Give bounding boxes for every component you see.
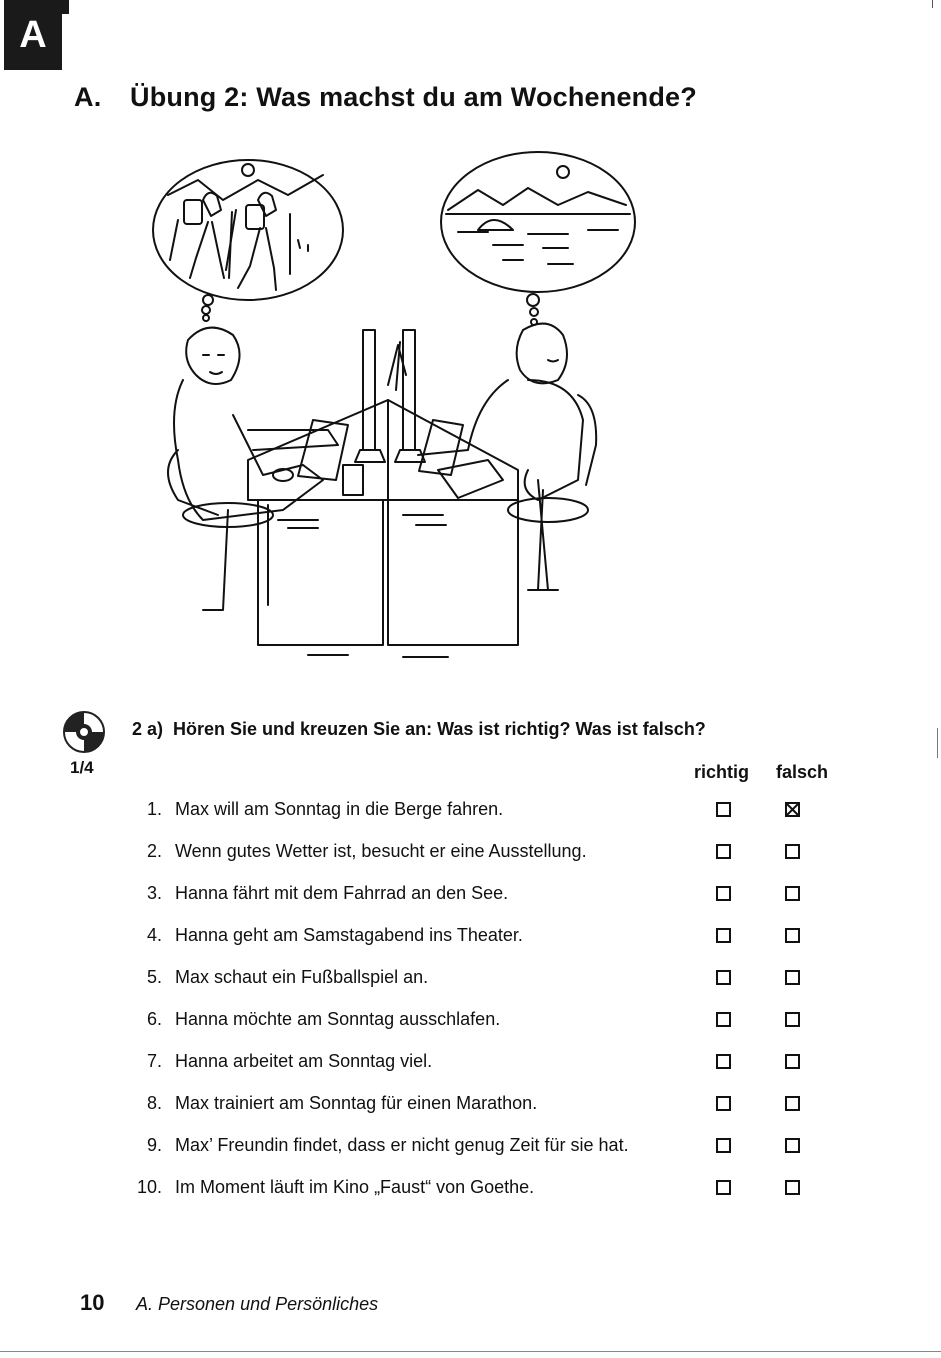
statement-row xyxy=(0,925,941,955)
column-header-falsch: falsch xyxy=(776,762,829,782)
checkbox-richtig[interactable] xyxy=(716,1012,731,1027)
exercise-section: A. xyxy=(74,82,102,112)
statement-number: 5. xyxy=(146,967,162,987)
checkbox-falsch[interactable] xyxy=(785,1012,800,1027)
checkbox-falsch[interactable] xyxy=(785,1138,800,1153)
chapter-tab: A xyxy=(4,0,62,70)
page-title xyxy=(74,82,697,113)
task-label: 2 a) xyxy=(132,719,164,739)
page-bottom-rule xyxy=(0,1351,941,1352)
checkbox-richtig[interactable] xyxy=(716,886,731,901)
desks xyxy=(248,400,518,657)
exercise-title: Übung 2: Was machst du am Wochenende? xyxy=(130,82,697,112)
woman-figure xyxy=(418,324,596,590)
edge-mark xyxy=(932,0,933,8)
statement-number: 4. xyxy=(146,925,162,945)
statement-text: Hanna möchte am Sonntag ausschlafen. xyxy=(175,1009,501,1029)
checkbox-richtig[interactable] xyxy=(716,1096,731,1111)
checkbox-richtig[interactable] xyxy=(716,1180,731,1195)
statement-row xyxy=(0,1177,941,1207)
statement-text: Max will am Sonntag in die Berge fahren. xyxy=(175,799,504,819)
illustration xyxy=(148,150,648,665)
task-instruction xyxy=(132,719,706,740)
statement-row xyxy=(0,841,941,871)
statement-row xyxy=(0,1135,941,1165)
statement-number: 3. xyxy=(146,883,162,903)
checkbox-falsch[interactable] xyxy=(785,844,800,859)
statement-text: Hanna fährt mit dem Fahrrad an den See. xyxy=(175,883,509,903)
statement-number: 9. xyxy=(146,1135,162,1155)
statement-text: Wenn gutes Wetter ist, besucht er eine Ausstellung. xyxy=(175,841,587,861)
audio-track-number: 1/4 xyxy=(70,758,94,777)
statement-text: Max’ Freundin findet, dass er nicht genug Zeit für sie hat. xyxy=(175,1135,629,1155)
statement-text: Hanna arbeitet am Sonntag viel. xyxy=(175,1051,433,1071)
checkbox-falsch[interactable] xyxy=(785,970,800,985)
statement-row xyxy=(0,1009,941,1039)
task-text: Hören Sie und kreuzen Sie an: Was ist richtig? Was ist falsch? xyxy=(173,719,706,739)
audio-cd-icon xyxy=(62,710,106,754)
statement-text: Im Moment läuft im Kino „Faust“ von Goethe. xyxy=(175,1177,535,1197)
statement-row xyxy=(0,1051,941,1081)
edge-mark xyxy=(937,728,938,758)
statement-row xyxy=(0,799,941,829)
checkbox-falsch[interactable] xyxy=(785,1054,800,1069)
statement-row xyxy=(0,967,941,997)
checkbox-richtig[interactable] xyxy=(716,1138,731,1153)
statement-text: Max schaut ein Fußballspiel an. xyxy=(175,967,429,987)
statement-number: 1. xyxy=(146,799,162,819)
checkbox-richtig[interactable] xyxy=(716,928,731,943)
statement-number: 10. xyxy=(136,1177,162,1197)
checkbox-falsch[interactable] xyxy=(785,802,800,817)
statement-number: 6. xyxy=(146,1009,162,1029)
checkbox-richtig[interactable] xyxy=(716,844,731,859)
statement-number: 2. xyxy=(146,841,162,861)
checkbox-falsch[interactable] xyxy=(785,1180,800,1195)
thought-bubble-lake xyxy=(441,152,635,325)
page-number: 10 xyxy=(80,1290,105,1315)
checkbox-falsch[interactable] xyxy=(785,886,800,901)
checkbox-richtig[interactable] xyxy=(716,802,731,817)
statement-row xyxy=(0,1093,941,1123)
man-figure xyxy=(168,328,338,610)
checkbox-richtig[interactable] xyxy=(716,970,731,985)
checkbox-falsch[interactable] xyxy=(785,928,800,943)
statement-number: 8. xyxy=(146,1093,162,1113)
thought-bubble-hiking xyxy=(153,160,343,321)
column-header-richtig: richtig xyxy=(694,762,750,782)
checkbox-falsch[interactable] xyxy=(785,1096,800,1111)
checkbox-richtig[interactable] xyxy=(716,1054,731,1069)
statement-text: Max trainiert am Sonntag für einen Marathon. xyxy=(175,1093,538,1113)
statement-number: 7. xyxy=(146,1051,162,1071)
statement-text: Hanna geht am Samstagabend ins Theater. xyxy=(175,925,523,945)
statement-row xyxy=(0,883,941,913)
chapter-title: A. Personen und Persönliches xyxy=(136,1294,379,1314)
